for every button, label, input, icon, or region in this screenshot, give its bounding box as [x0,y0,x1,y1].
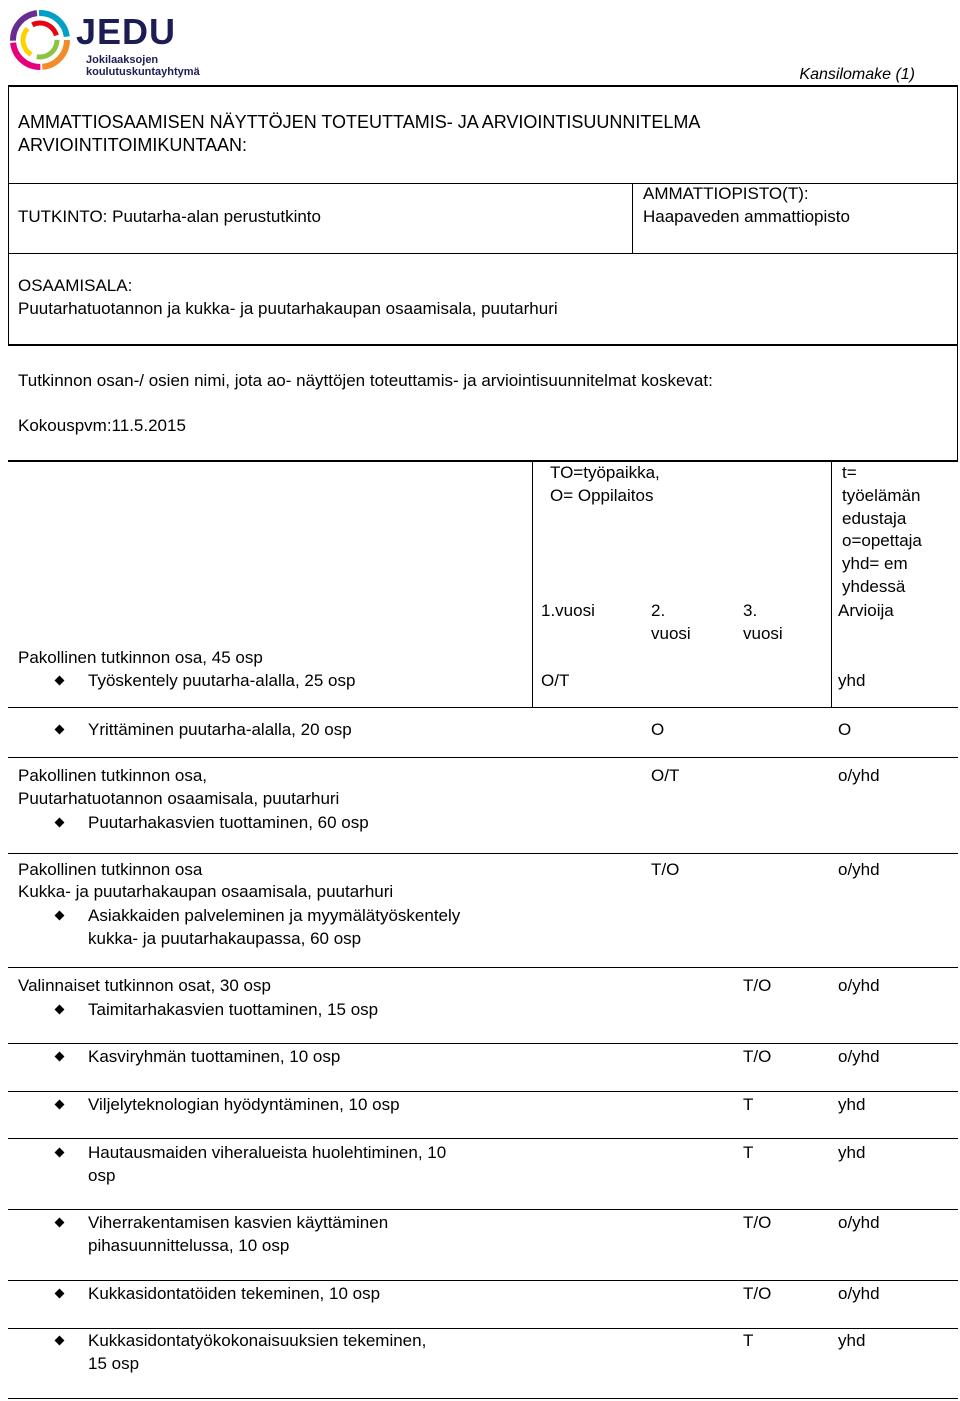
tutkinto: TUTKINTO: Puutarha-alan perustutkinto [18,207,321,226]
logo-wordmark: JEDU [76,11,177,52]
bullet-icon [55,1005,65,1015]
kokouspvm: Kokouspvm:11.5.2015 [18,416,186,435]
year3-header-line1: 3. [743,601,758,620]
osaamisala-value: Puutarhatuotannon ja kukka- ja puutarhakaupan osaamisala, puutarhuri [18,299,558,318]
year2-header-line1: 2. [651,601,666,620]
bullet-icon [55,1052,65,1062]
logo-subtitle: Jokilaaksojen koulutuskuntayhtymä [86,54,200,78]
logo-swirl-icon [8,6,72,76]
group-heading: Kukka- ja puutarhakaupan osaamisala, puutarhuri [18,882,394,901]
bullet-icon [55,1289,65,1299]
year1-header: 1.vuosi [541,601,595,620]
form-title-line1: AMMATTIOSAAMISEN NÄYTTÖJEN TOTEUTTAMIS- JA ARVIOINTISUUNNITELMA [18,112,701,132]
bullet-icon [55,1336,65,1346]
year2-header-line2: vuosi [651,624,691,643]
bullet-icon [55,911,65,921]
bullet-icon [55,676,65,686]
osaamisala-label: OSAAMISALA: [18,276,133,295]
bullet-icon [55,1100,65,1110]
year3-header-line2: vuosi [743,624,783,643]
bullet-icon [55,1218,65,1228]
group-heading: Pakollinen tutkinnon osa, [18,766,208,785]
group-heading: Pakollinen tutkinnon osa, 45 osp [18,648,263,667]
frame-left [8,85,9,345]
form-label: Kansilomake (1) [799,66,915,83]
frame-right [957,85,958,345]
ammattiopisto-label: AMMATTIOPISTO(T): [643,184,809,203]
tutkinnon-osa-label: Tutkinnon osan-/ osien nimi, jota ao- näyttöjen toteuttamis- ja arviointisuunnitelmat koskevat: [18,371,713,390]
form-title-line2: ARVIOINTITOIMIKUNTAAN: [18,135,248,155]
ammattiopisto-value: Haapaveden ammattiopisto [643,207,850,226]
place-header-line1: TO=työpaikka, [550,463,660,482]
bullet-icon [55,725,65,735]
jedu-logo [8,6,198,82]
arvioija-header: Arvioija [838,601,894,620]
frame-top [8,85,958,87]
group-heading: Puutarhatuotannon osaamisala, puutarhuri [18,789,340,808]
group-heading: Pakollinen tutkinnon osa [18,860,203,879]
bullet-icon [55,818,65,828]
group-heading: Valinnaiset tutkinnon osat, 30 osp [18,976,271,995]
bullet-icon [55,1148,65,1158]
place-header-line2: O= Oppilaitos [550,486,654,505]
